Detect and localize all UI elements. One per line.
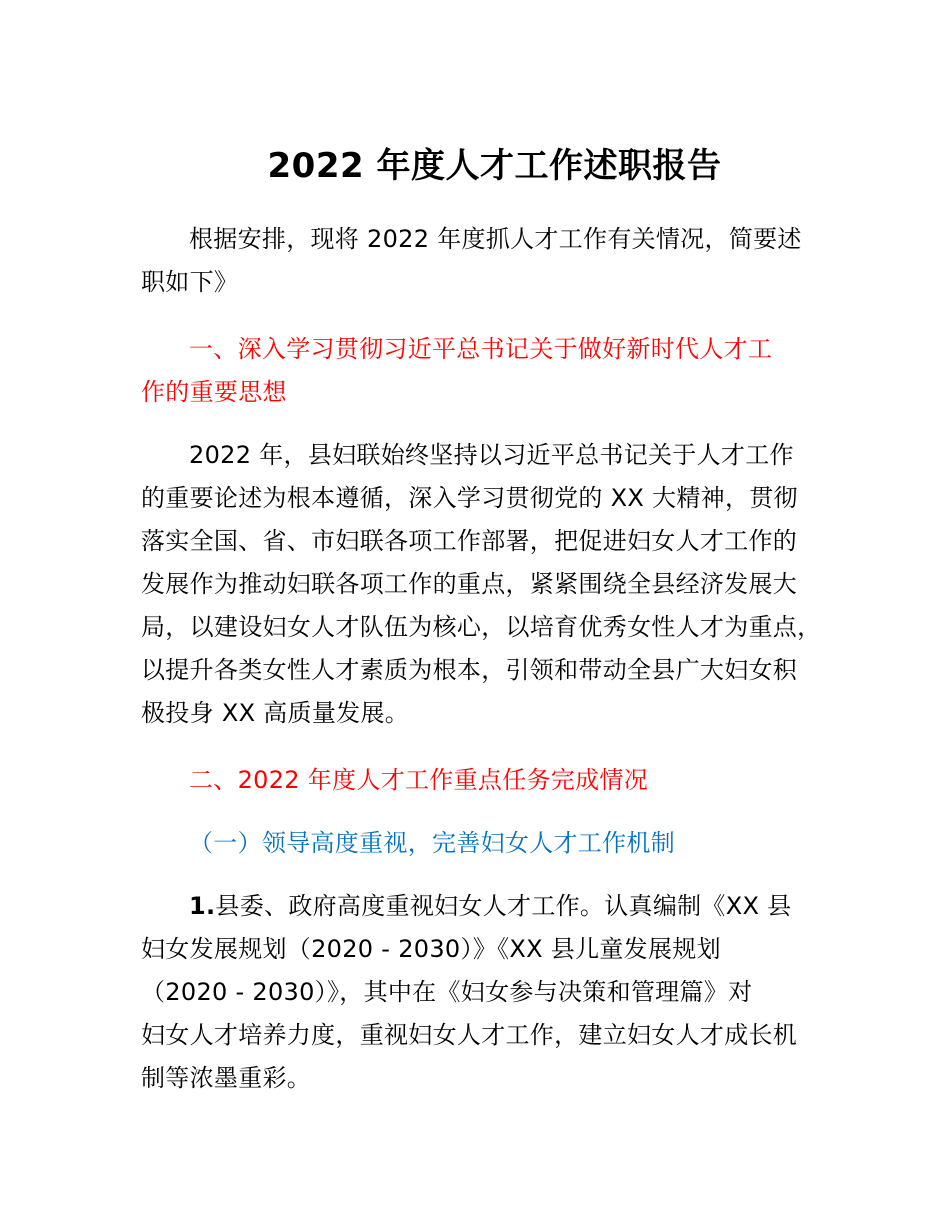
intro-line: 根据安排，现将 2022 年度抓人才工作有关情况，简要述	[189, 225, 802, 253]
section-1-heading-line: 一、深入学习贯彻习近平总书记关于做好新时代人才工	[189, 335, 773, 363]
item-1-line: 制等浓墨重彩。	[141, 1064, 312, 1092]
item-1-line: 妇女发展规划（2020 - 2030）》《XX 县儿童发展规划	[141, 935, 721, 963]
section-1-body	[141, 434, 836, 735]
item-1-number: 1.	[189, 892, 216, 920]
document-title: 2022 年度人才工作述职报告	[267, 146, 722, 186]
section-1-body-line: 的重要论述为根本遵循，深入学习贯彻党的 XX 大精神，贯彻	[141, 484, 798, 512]
section-1-body-line: 落实全国、省、市妇联各项工作部署，把促进妇女人才工作的	[141, 527, 798, 555]
subsection-1-heading: （一）领导高度重视，完善妇女人才工作机制	[189, 829, 675, 857]
item-1-line: 县委、政府高度重视妇女人才工作。认真编制《XX 县	[215, 892, 792, 920]
section-1-body-line: 局，以建设妇女人才队伍为核心，以培育优秀女性人才为重点，	[141, 613, 822, 641]
item-1-line: （2020 - 2030）》，其中在《妇女参与决策和管理篇》对	[141, 978, 753, 1006]
section-2-heading: 二、2022 年度人才工作重点任务完成情况	[189, 766, 649, 794]
section-1-heading-line: 作的重要思想	[141, 378, 287, 406]
item-1-paragraph	[141, 885, 836, 1100]
section-1-body-line: 2022 年，县妇联始终坚持以习近平总书记关于人才工作	[189, 441, 794, 469]
section-1-body-line: 极投身 XX 高质量发展。	[141, 699, 410, 727]
intro-line: 职如下》	[141, 268, 239, 296]
item-1-first-line	[141, 885, 836, 928]
item-1-line: 妇女人才培养力度，重视妇女人才工作，建立妇女人才成长机	[141, 1021, 798, 1049]
intro-paragraph	[141, 218, 836, 304]
document-content	[141, 138, 836, 1100]
section-1-body-line: 发展作为推动妇联各项工作的重点，紧紧围绕全县经济发展大	[141, 570, 798, 598]
section-1-heading	[141, 328, 836, 414]
section-1-body-line: 以提升各类女性人才素质为根本，引领和带动全县广大妇女积	[141, 656, 798, 684]
